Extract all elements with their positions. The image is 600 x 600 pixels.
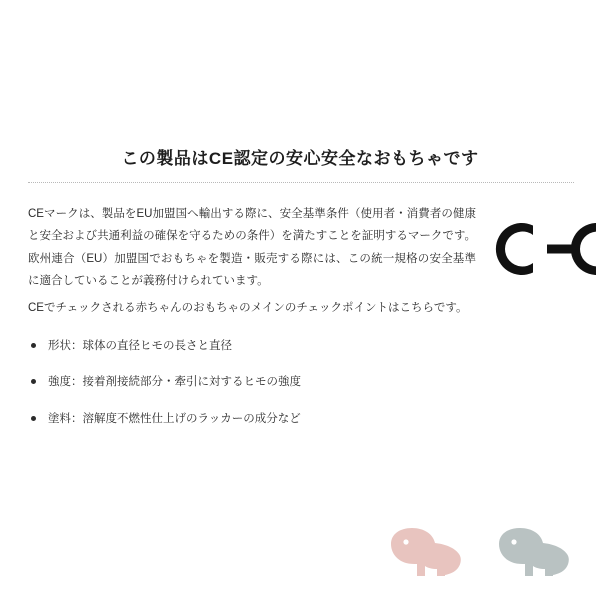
elephant-gray-icon — [496, 527, 572, 582]
paragraph-checkpoints-intro: CEでチェックされる赤ちゃんのおもちゃのメインのチェックポイントはこちらです。 — [28, 302, 468, 314]
page-title-container — [0, 148, 600, 170]
checkpoint-list — [28, 338, 548, 447]
bullet-dot-icon — [31, 379, 36, 384]
list-item-label: 形状：球体の直径ヒモの長さと直径 — [48, 340, 232, 352]
body-paragraph-container — [28, 203, 476, 293]
elephant-pink-icon — [388, 527, 464, 582]
ce-mark-icon — [492, 218, 596, 280]
bullet-dot-icon — [31, 343, 36, 348]
list-item-label: 塗料：溶解度不燃性仕上げのラッカーの成分など — [48, 412, 301, 425]
paragraph-ce-description: CEマークは、製品をEU加盟国へ輸出する際に、安全基準条件（使用者・消費者の健康と安全および共通利益の確保を守るための条件）を満たすことを証明するマークです。欧州連合（EU）加盟国でおもちゃを製造・販売する際には、この統一規格の安全基準に適合していることが義務付けられています。 — [28, 208, 476, 288]
list-item — [28, 411, 548, 428]
page-title: この製品はCE認定の安心安全なおもちゃです — [121, 149, 479, 168]
divider — [28, 182, 574, 183]
bullet-dot-icon — [31, 416, 36, 421]
list-item — [28, 374, 548, 391]
list-item — [28, 338, 548, 355]
list-item-label: 強度：接着剤接続部分・牽引に対するヒモの強度 — [48, 376, 301, 389]
